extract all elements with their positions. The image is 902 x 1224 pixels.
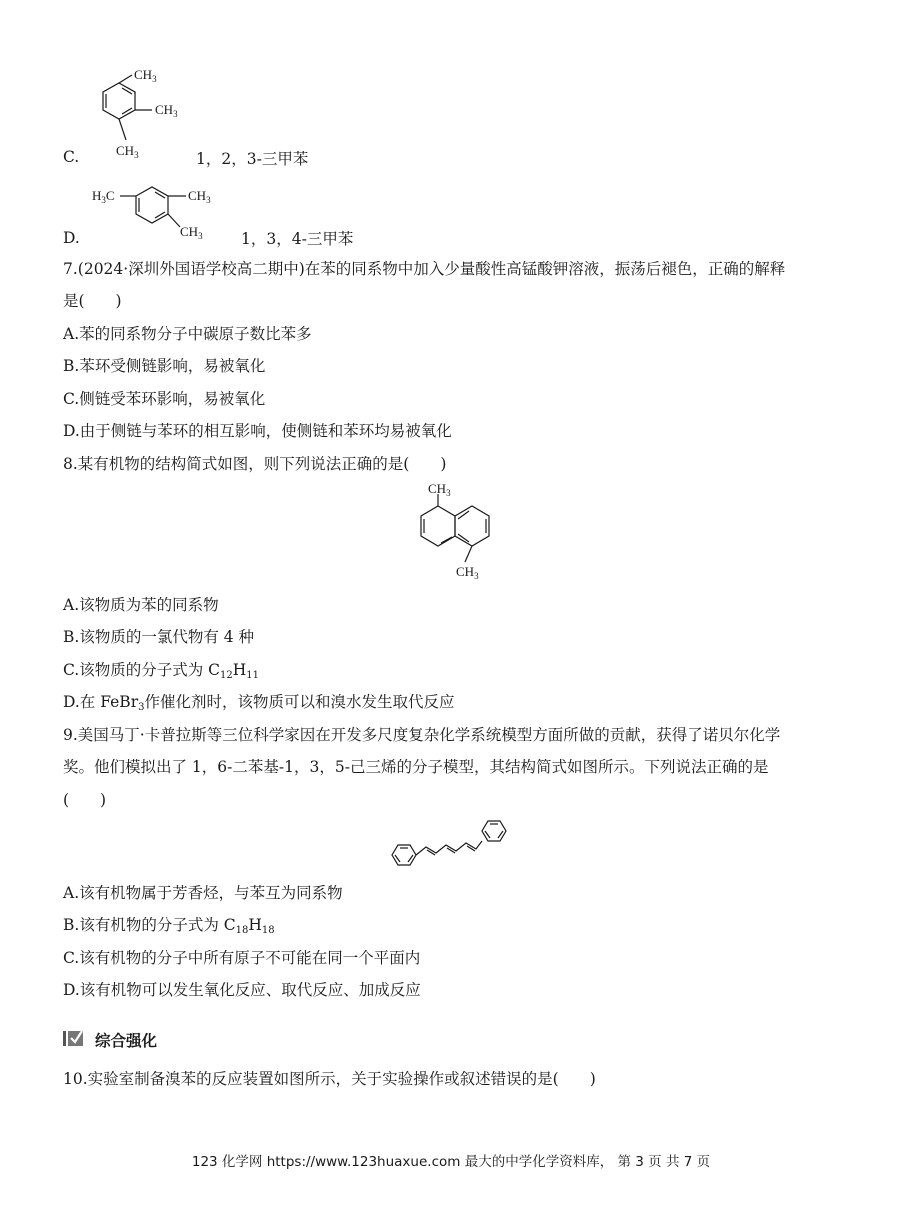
q8-c-text: C.该物质的分子式为 C [63,661,221,679]
svg-text:CH3 [134,67,157,84]
ch3-sub: 3 [134,150,139,160]
q8-option-b: B.该物质的一氯代物有 4 种 [63,628,255,646]
q7-stem-line1: 7.(2024·深圳外国语学校高二期中)在苯的同系物中加入少量酸性高锰酸钾溶液，振荡后褪色，正确的解释 [63,260,786,278]
trimethylbenzene-123-structure [80,62,190,162]
q9-option-a: A.该有机物属于芳香烃，与苯互为同系物 [63,884,343,902]
q9-stem-line1: 9.美国马丁·卡普拉斯等三位科学家因在开发多尺度复杂化学系统模型方面所做的贡献，获得了诺贝尔化学 [63,726,781,744]
q7-option-d: D.由于侧链与苯环的相互影响，使侧链和苯环均易被氧化 [63,422,452,440]
svg-text:H3C [92,188,115,205]
h3c-sub: 3 [101,195,106,205]
ch3-label: CH [134,67,153,82]
ch3-label: CH [456,564,475,579]
svg-text:CH3 [456,564,479,581]
q8-c-sub1: 12 [220,670,233,681]
q8-d-sub: 3 [138,702,145,713]
svg-text:CH3 [188,188,211,205]
ch3-sub: 3 [173,109,178,119]
q7-option-c: C.侧链受苯环影响，易被氧化 [63,390,266,408]
q8-option-a: A.该物质为苯的同系物 [63,596,219,614]
page-footer: 123 化学网 https://www.123huaxue.com 最大的中学化学资料库， 第 3 页 共 7 页 [191,1154,711,1170]
trimethylbenzene-134-structure [88,172,238,242]
q7-option-b: B.苯环受侧链影响，易被氧化 [63,357,266,375]
ch3-label: CH [155,102,174,117]
section-title: 综合强化 [95,1032,158,1050]
q8-option-d [63,692,455,712]
h3c-label: H [92,188,102,203]
q9-stem-line2: 奖。他们模拟出了 1，6-二苯基-1，3，5-己三烯的分子模型，其结构简式如图所示。下列说法正确的是 [63,758,769,776]
q8-option-c [63,660,259,680]
ch3-sub: 3 [152,74,157,84]
ch3-sub: 3 [198,231,203,241]
svg-text:CH3 [180,224,203,241]
q9-b-h: H [248,916,262,934]
q9-stem-line3: ( ) [63,791,107,809]
ch3-label: CH [428,481,447,496]
ch3-label: CH [188,188,207,203]
ch3-label: CH [180,224,199,239]
q8-c-sub2: 11 [246,670,260,681]
h3c-c: C [105,188,115,203]
q8-stem: 8.某有机物的结构简式如图，则下列说法正确的是( ) [63,455,447,473]
q9-option-d: D.该有机物可以发生氧化反应、取代反应、加成反应 [63,981,421,999]
dimethylnaphthalene-structure [410,480,500,585]
q9-option-c: C.该有机物的分子中所有原子不可能在同一个平面内 [63,949,421,967]
option-c-name: 1，2，3-三甲苯 [196,150,309,168]
ch3-sub: 3 [446,488,451,498]
svg-text:CH3 [116,143,139,160]
option-c-label: C. [63,148,80,166]
q9-b-sub1: 18 [235,925,249,936]
option-d-name: 1，3，4-三甲苯 [241,230,354,248]
q8-c-h: H [232,661,247,679]
svg-text:CH3 [155,102,178,119]
q7-option-a: A.苯的同系物分子中碳原子数比苯多 [63,325,312,343]
diphenylhexatriene-structure [382,815,522,875]
q10-stem: 10.实验室制备溴苯的反应装置如图所示，关于实验操作或叙述错误的是( ) [63,1070,596,1088]
q9-b-text: B.该有机物的分子式为 C [63,916,236,934]
svg-text:CH3 [428,481,451,498]
q8-d-rest: 作催化剂时，该物质可以和溴水发生取代反应 [144,693,455,711]
q8-d-text: D.在 FeBr [63,693,139,711]
option-d-label: D. [63,229,80,247]
q9-b-sub2: 18 [261,925,275,936]
section-check-icon [63,1028,85,1048]
ch3-label: CH [116,143,135,158]
ch3-sub: 3 [474,571,479,581]
q7-stem-line2: 是( ) [63,292,122,310]
ch3-sub: 3 [206,195,211,205]
q9-option-b [63,915,275,935]
